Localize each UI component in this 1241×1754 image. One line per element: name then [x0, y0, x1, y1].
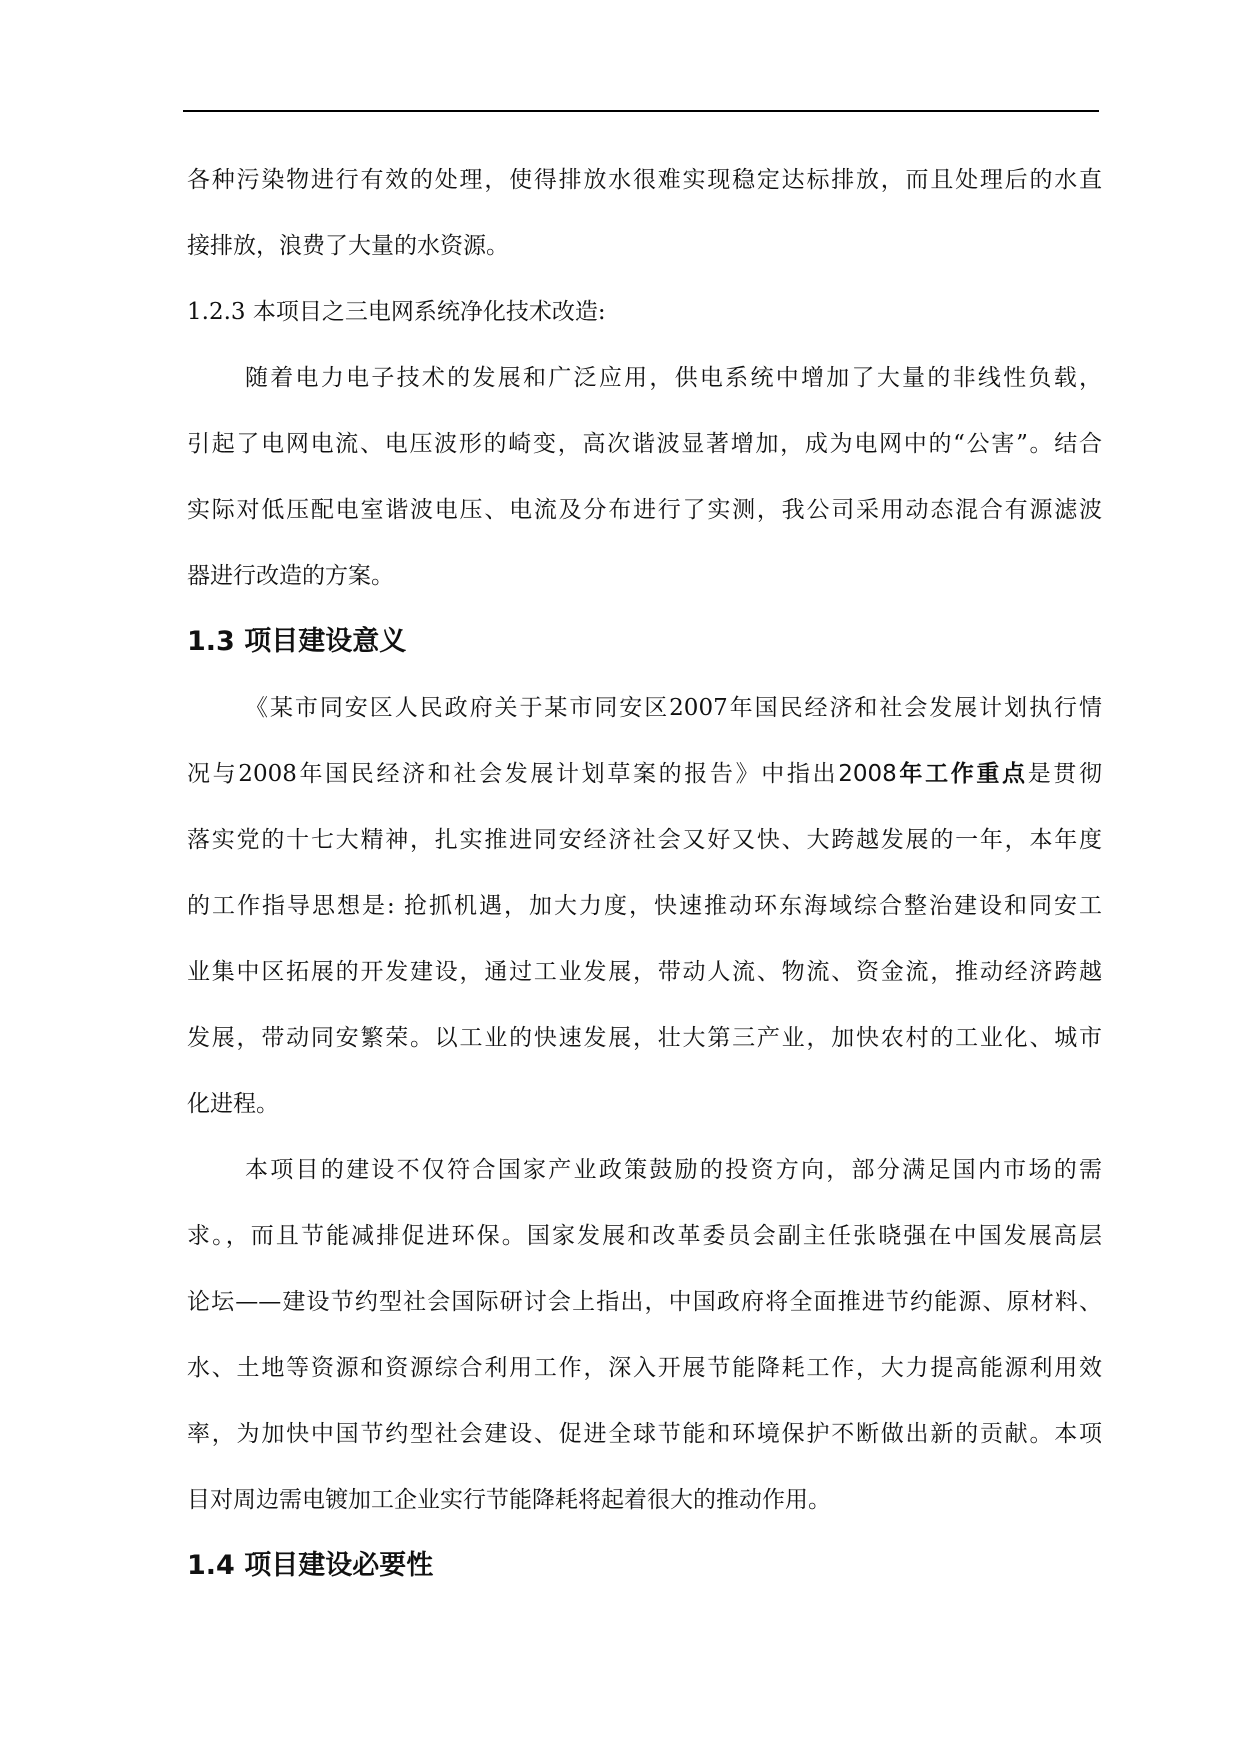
- paragraph-wastewater: [187, 147, 1102, 279]
- text-line: 的工作指导思想是: 抢抓机遇，加大力度，快速推动环东海域综合整治建设和同安工: [187, 893, 1102, 919]
- text-line: 随着电力电子技术的发展和广泛应用，供电系统中增加了大量的非线性负载，: [245, 365, 1102, 391]
- subsection-title-1-2-3: 1.2.3 本项目之三电网系统净化技术改造:: [187, 299, 606, 325]
- paragraph-government-report: [187, 675, 1102, 1137]
- text-line: 目对周边需电镀加工企业实行节能降耗将起着很大的推动作用。: [187, 1487, 831, 1513]
- text-line: 器进行改造的方案。: [187, 563, 394, 589]
- text-line: 业集中区拓展的开发建设，通过工业发展，带动人流、物流、资金流，推动经济跨越: [187, 959, 1102, 985]
- text-span: 况与2008年国民经济和社会发展计划草案的报告》中指出: [187, 761, 839, 787]
- section-heading-1-3: 1.3 项目建设意义: [187, 626, 407, 657]
- text-line: 发展，带动同安繁荣。以工业的快速发展，壮大第三产业，加快农村的工业化、城市: [187, 1025, 1102, 1051]
- text-span-year: 2008: [838, 761, 897, 787]
- text-span-bold: 年工作重点: [896, 761, 1028, 787]
- text-line: 引起了电网电流、电压波形的崎变，高次谐波显著增加，成为电网中的“公害”。结合: [187, 431, 1102, 457]
- text-line: 求。，而且节能减排促进环保。国家发展和改革委员会副主任张晓强在中国发展高层: [187, 1223, 1102, 1249]
- text-line: [187, 741, 1102, 807]
- text-span: 是贯彻: [1027, 761, 1102, 787]
- text-line: 接排放，浪费了大量的水资源。: [187, 233, 509, 259]
- paragraph-significance: [187, 1137, 1102, 1533]
- text-line: 《某市同安区人民政府关于某市同安区2007年国民经济和社会发展计划执行情: [245, 695, 1102, 721]
- text-line: 论坛——建设节约型社会国际研讨会上指出，中国政府将全面推进节约能源、原材料、: [187, 1289, 1102, 1315]
- header-rule: [183, 110, 1099, 112]
- text-line: 率，为加快中国节约型社会建设、促进全球节能和环境保护不断做出新的贡献。本项: [187, 1421, 1102, 1447]
- text-line: 各种污染物进行有效的处理，使得排放水很难实现稳定达标排放，而且处理后的水直: [187, 167, 1102, 193]
- section-heading-1-4: 1.4 项目建设必要性: [187, 1550, 434, 1581]
- text-line: 本项目的建设不仅符合国家产业政策鼓励的投资方向，部分满足国内市场的需: [245, 1157, 1102, 1183]
- text-line: 落实党的十七大精神，扎实推进同安经济社会又好又快、大跨越发展的一年，本年度: [187, 827, 1102, 853]
- text-line: 化进程。: [187, 1091, 279, 1117]
- document-body: [187, 147, 1102, 1599]
- paragraph-power-grid: [187, 345, 1102, 609]
- text-line: 实际对低压配电室谐波电压、电流及分布进行了实测，我公司采用动态混合有源滤波: [187, 497, 1102, 523]
- text-line: 水、土地等资源和资源综合利用工作，深入开展节能降耗工作，大力提高能源利用效: [187, 1355, 1102, 1381]
